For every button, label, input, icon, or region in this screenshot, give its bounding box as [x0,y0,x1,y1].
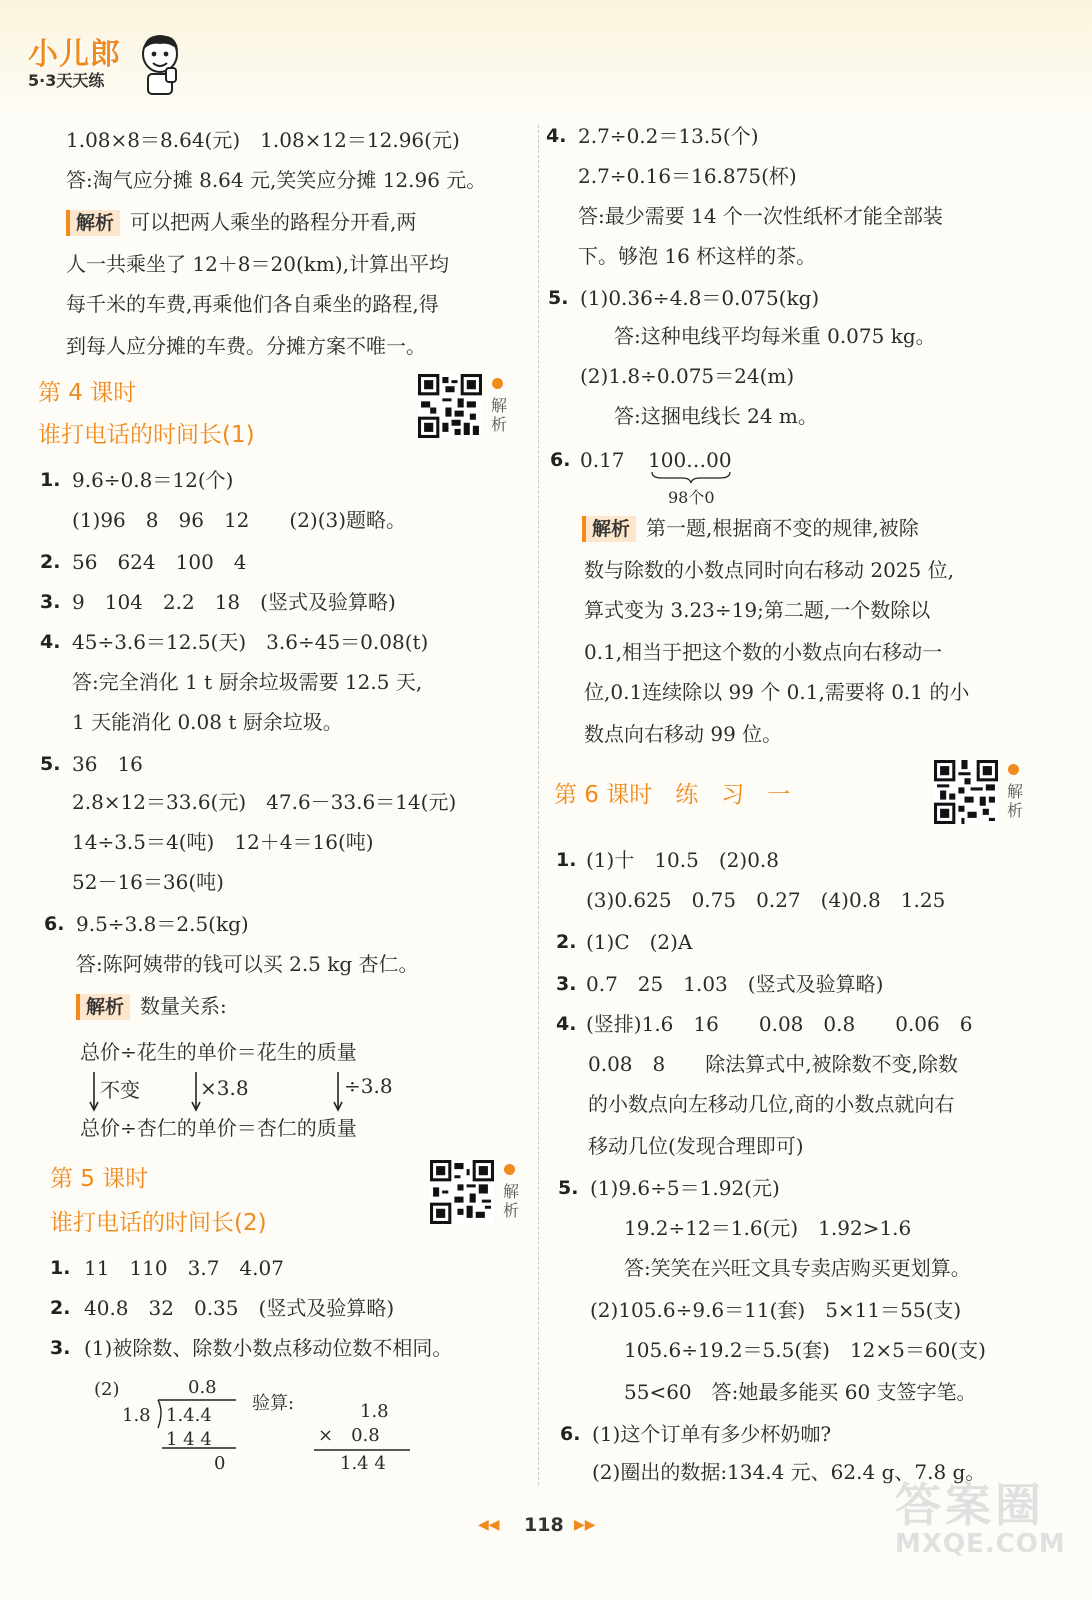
division-subtract: 1 4 4 [166,1429,212,1450]
column-divider [538,125,539,1485]
play-dot-icon [504,1164,515,1175]
text-line: (2) [94,1379,120,1400]
text-line: 数点向右移动 99 位。 [584,722,783,746]
text-line: 答:这种电线平均每米重 0.075 kg。 [614,324,936,348]
text-line: (1)被除数、除数小数点移动位数不相同。 [84,1336,453,1360]
text-line: 56 624 100 4 [72,550,247,574]
check-result: 1.4 4 [340,1453,386,1474]
text-line: 答:这捆电线长 24 m。 [614,404,818,428]
play-dot-icon [1008,764,1019,775]
text-line: 36 16 [72,752,143,776]
question-number: 5. [548,287,569,309]
text-line: 9.6÷0.8＝12(个) [72,468,234,492]
analysis-line [582,514,919,542]
question-number: 3. [50,1337,71,1359]
division-remainder: 0 [214,1453,226,1474]
question-number: 4. [556,1013,577,1035]
text-line: 移动几位(发现合理即可) [588,1134,804,1158]
lesson-4-number: 第 4 课时 [38,380,137,406]
text-line: 55<60 答:她最多能买 60 支签字笔。 [624,1380,977,1404]
text-line: 数与除数的小数点同时向右移动 2025 位, [584,558,954,582]
text-line: 下。够泡 16 杯这样的茶。 [578,244,817,268]
text-line: 的小数点向左移动几位,商的小数点就向右 [588,1092,955,1116]
question-number: 2. [50,1297,71,1319]
question-number: 6. [44,913,65,935]
watermark [895,1480,1066,1558]
text-line: (3)0.625 0.75 0.27 (4)0.8 1.25 [586,888,946,912]
analysis-tag: 解析 [76,994,130,1020]
analysis-text: 数量关系: [140,994,227,1018]
text-line: 答:完全消化 1 t 厨余垃圾需要 12.5 天, [72,670,423,694]
relation-line: 总价÷杏仁的单价＝杏仁的质量 [80,1116,357,1140]
lesson-6-title: 第 6 课时 练 习 一 [554,782,791,808]
analysis-text: 第一题,根据商不变的规律,被除 [646,516,919,540]
text-line: 答:最少需要 14 个一次性纸杯才能全部装 [578,204,943,228]
text-line: 1 天能消化 0.08 t 厨余垃圾。 [72,710,343,734]
text-line: 人一共乘坐了 12＋8＝20(km),计算出平均 [66,252,450,276]
question-number: 5. [558,1177,579,1199]
text-line: 1.08×8＝8.64(元) 1.08×12＝12.96(元) [66,128,460,152]
qr-label: 解析 [490,396,507,434]
analysis-tag: 解析 [582,516,636,542]
qr-label: 解析 [502,1182,519,1220]
qr-code-icon [430,1160,494,1224]
text-line: 0.7 25 1.03 (竖式及验算略) [586,972,884,996]
text-line: 2.7÷0.16＝16.875(杯) [578,164,797,188]
question-number: 3. [556,973,577,995]
text-line: 答:笑笑在兴旺文具专卖店购买更划算。 [624,1256,971,1280]
text-line: 答:淘气应分摊 8.64 元,笑笑应分摊 12.96 元。 [66,168,487,192]
text-line: 答:陈阿姨带的钱可以买 2.5 kg 杏仁。 [76,952,419,976]
question-number: 5. [40,753,61,775]
question-number: 2. [556,931,577,953]
text-line: 位,0.1连续除以 99 个 0.1,需要将 0.1 的小 [584,680,970,704]
text-line: 2.8×12＝33.6(元) 47.6－33.6＝14(元) [72,790,457,814]
brand-logo [28,38,121,90]
lesson-5-number: 第 5 课时 [50,1166,149,1192]
text-line: 到每人应分摊的车费。分摊方案不唯一。 [66,334,426,358]
question-number: 4. [40,631,61,653]
mascot-icon [136,32,184,98]
analysis-line [66,208,416,236]
watermark-line2: MXQE.COM [895,1529,1066,1559]
text-line: 98个0 [668,488,715,507]
logo-sub-text: 5·3天天练 [28,71,105,90]
text-line: 105.6÷19.2＝5.5(套) 12×5＝60(支) [624,1338,986,1362]
underbrace [650,470,732,484]
page-number: 118 [524,1514,564,1536]
question-number: 1. [556,849,577,871]
text-line: 19.2÷12＝1.6(元) 1.92>1.6 [624,1216,912,1240]
text-line: (1)十 10.5 (2)0.8 [586,848,779,872]
qr-code-icon [934,760,998,824]
division-dividend: 1.4.4 [166,1405,212,1426]
check-top: 1.8 [360,1401,389,1422]
qr-label: 解析 [1006,782,1023,820]
logo-main-text: 小儿郎 [28,37,121,72]
analysis-tag: 解析 [66,210,120,236]
relation-note: ÷3.8 [344,1074,393,1098]
lesson-5-title: 谁打电话的时间长(2) [50,1210,267,1236]
next-arrows-icon: ▶▶ [574,1517,596,1533]
check-label: 验算: [252,1393,295,1414]
question-number: 3. [40,591,61,613]
relation-note: ×3.8 [200,1076,249,1100]
text-line: 14÷3.5＝4(吨) 12＋4＝16(吨) [72,830,374,854]
text-line: 2.7÷0.2＝13.5(个) [578,124,759,148]
division-quotient: 0.8 [188,1377,217,1398]
text-line: 40.8 32 0.35 (竖式及验算略) [84,1296,395,1320]
question-number: 1. [50,1257,71,1279]
text-line: 0.1,相当于把这个数的小数点向右移动一 [584,640,943,664]
division-divisor: 1.8 [122,1405,151,1426]
text-line: 9 104 2.2 18 (竖式及验算略) [72,590,396,614]
question-number: 6. [550,449,571,471]
analysis-text: 可以把两人乘坐的路程分开看,两 [130,210,417,234]
text-line: (1)C (2)A [586,930,693,954]
lesson-4-title: 谁打电话的时间长(1) [38,422,255,448]
text-line: (2)1.8÷0.075＝24(m) [580,364,795,388]
text-line: (1)这个订单有多少杯奶咖? [592,1422,832,1446]
relation-line: 总价÷花生的单价＝花生的质量 [80,1040,357,1064]
text-line: (1)0.36÷4.8＝0.075(kg) [580,286,820,310]
text-line: (1)9.6÷5＝1.92(元) [590,1176,780,1200]
text-line: 100…00 [648,448,732,472]
question-number: 2. [40,551,61,573]
text-line: (1)96 8 96 12 (2)(3)题略。 [72,508,407,532]
text-line: 0.17 [580,448,625,472]
text-line: (竖排)1.6 16 0.08 0.8 0.06 6 [586,1012,973,1036]
text-line: 0.08 8 除法算式中,被除数不变,除数 [588,1052,958,1076]
qr-code-icon [418,374,482,438]
analysis-line [76,992,227,1020]
text-line: (2)105.6÷9.6＝11(套) 5×11＝55(支) [590,1298,962,1322]
check-multiplier: × 0.8 [318,1425,380,1446]
relation-note: 不变 [100,1078,140,1102]
text-line: 每千米的车费,再乘他们各自乘坐的路程,得 [66,292,439,316]
text-line: (2)圈出的数据:134.4 元、62.4 g、7.8 g。 [592,1460,986,1484]
prev-arrows-icon: ◀◀ [478,1517,500,1533]
question-number: 1. [40,469,61,491]
watermark-line1: 答案圈 [895,1478,1045,1532]
text-line: 11 110 3.7 4.07 [84,1256,284,1280]
text-line: 9.5÷3.8＝2.5(kg) [76,912,249,936]
question-number: 6. [560,1423,581,1445]
text-line: 算式变为 3.23÷19;第二题,一个数除以 [584,598,931,622]
question-number: 4. [546,125,567,147]
text-line: 45÷3.6＝12.5(天) 3.6÷45＝0.08(t) [72,630,429,654]
play-dot-icon [492,378,503,389]
text-line: 52－16＝36(吨) [72,870,224,894]
